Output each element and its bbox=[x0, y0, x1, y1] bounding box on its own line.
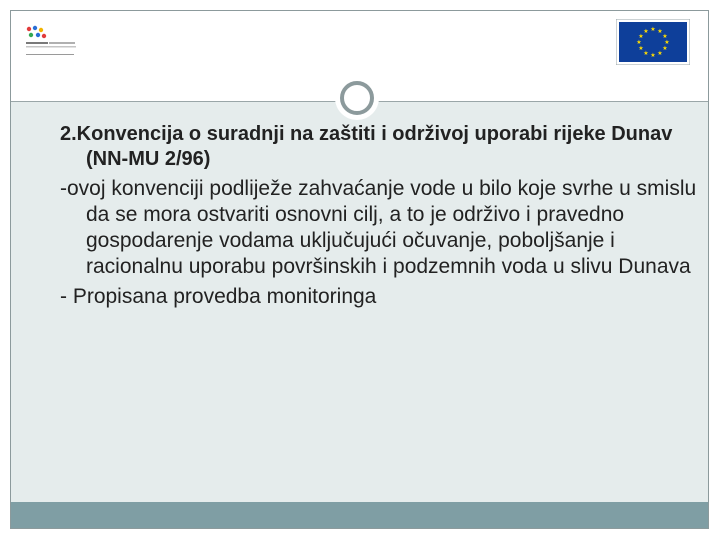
program-logo-graphic bbox=[22, 24, 82, 64]
svg-text:★: ★ bbox=[662, 45, 668, 52]
svg-text:★: ★ bbox=[650, 26, 656, 33]
slide-content bbox=[60, 122, 700, 314]
svg-text:★: ★ bbox=[664, 39, 670, 46]
divider-ring-icon bbox=[340, 81, 374, 115]
program-logo-icon bbox=[22, 24, 82, 64]
svg-text:★: ★ bbox=[643, 28, 649, 35]
eu-flag-graphic bbox=[616, 19, 690, 65]
svg-text:★: ★ bbox=[636, 39, 642, 46]
svg-text:★: ★ bbox=[662, 33, 668, 40]
slide-footer-bar bbox=[11, 502, 708, 528]
svg-text:★: ★ bbox=[657, 50, 663, 57]
slide-paragraph: - Propisana provedba monitoringa bbox=[60, 285, 377, 308]
svg-text:★: ★ bbox=[657, 28, 663, 35]
svg-text:★: ★ bbox=[650, 52, 656, 59]
eu-flag-icon bbox=[616, 19, 690, 65]
slide-paragraph: -ovoj konvenciji podliježe zahvaćanje vode u bilo koje svrhe u smislu da se mora ostvariti osnovni cilj, a to je održivo i pravedno gospodarenje vodama uključujući očuvanje, poboljšanje i racionalnu uporabu površinskih i podzemnih voda u slivu Dunava bbox=[60, 177, 697, 278]
svg-text:★: ★ bbox=[638, 33, 644, 40]
svg-text:★: ★ bbox=[643, 50, 649, 57]
svg-text:★: ★ bbox=[638, 45, 644, 52]
slide-title: 2.Konvencija o suradnji na zaštiti i održivoj uporabi rijeke Dunav (NN-MU 2/96) bbox=[60, 123, 673, 170]
